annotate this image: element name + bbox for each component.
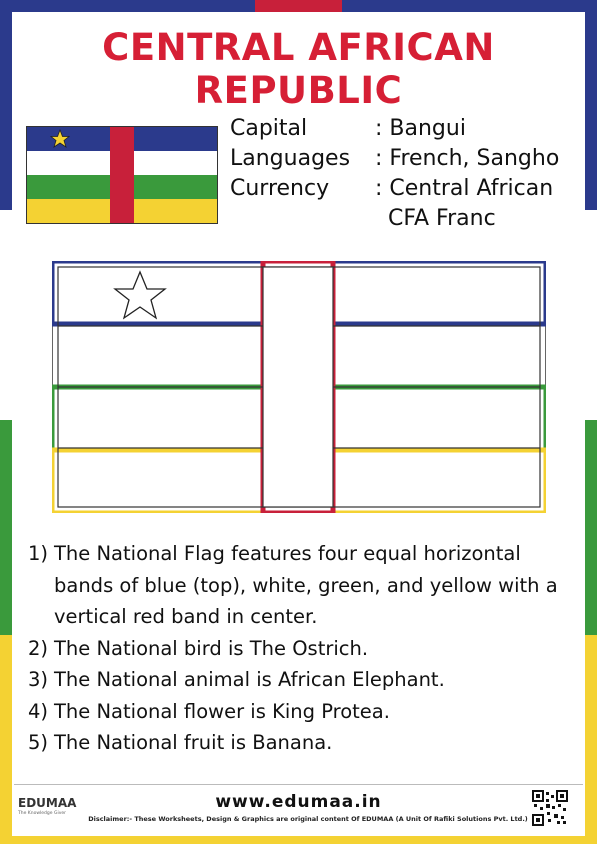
fact-number: 3) xyxy=(28,668,49,691)
currency-label: Currency xyxy=(230,176,330,201)
languages-label: Languages xyxy=(230,146,351,171)
currency-row-2 xyxy=(230,204,559,234)
fact-item-1 xyxy=(28,538,583,633)
logo-tagline: The Knowledge Giver xyxy=(18,811,66,816)
fact-item-5 xyxy=(28,727,583,759)
capital-value: : Bangui xyxy=(375,116,466,141)
frame-top-red xyxy=(255,0,342,12)
frame-top-blue-right xyxy=(342,0,597,12)
currency-value: : Central African xyxy=(375,176,554,201)
fact-text: The National fruit is Banana. xyxy=(54,731,333,754)
facts-list xyxy=(28,538,583,759)
flag-band-red xyxy=(110,127,134,223)
fact-number: 1) xyxy=(28,542,49,565)
website-link[interactable]: www.edumaa.in xyxy=(215,792,382,812)
frame-bottom-yellow xyxy=(0,836,597,844)
fact-item-2 xyxy=(28,633,583,665)
frame-top-blue-left xyxy=(0,0,255,12)
fact-item-4 xyxy=(28,696,583,728)
frame-right-yellow xyxy=(585,635,597,844)
page-title: CENTRAL AFRICAN REPUBLIC xyxy=(102,26,495,112)
footer-divider xyxy=(14,784,583,785)
fact-number: 5) xyxy=(28,731,49,754)
languages-value: : French, Sangho xyxy=(375,146,560,171)
capital-label: Capital xyxy=(230,116,308,141)
frame-left-green xyxy=(0,420,12,635)
fact-text: The National animal is African Elephant. xyxy=(54,668,445,691)
qr-code-icon xyxy=(532,790,568,826)
frame-left-yellow xyxy=(0,635,12,844)
fact-text: The National flower is King Protea. xyxy=(54,699,390,723)
coloring-flag-outline xyxy=(52,261,546,513)
fact-text: The National Flag features four equal horizontal bands of blue (top), white, green, and yellow with a vertical red band in center. xyxy=(54,542,558,628)
fact-text: The National bird is The Ostrich. xyxy=(54,636,369,660)
currency-value-2: CFA Franc xyxy=(388,206,496,231)
country-info xyxy=(230,114,559,234)
frame-right-green xyxy=(585,420,597,635)
colored-flag xyxy=(26,126,218,224)
edumaa-logo: EDUMAA xyxy=(18,796,77,810)
fact-number: 2) xyxy=(28,636,49,660)
capital-row xyxy=(230,114,559,144)
languages-row xyxy=(230,144,559,174)
currency-row xyxy=(230,174,559,204)
fact-number: 4) xyxy=(28,699,49,723)
fact-item-3 xyxy=(28,664,583,696)
disclaimer-text: Disclaimer:- These Worksheets, Design & Graphics are original content Of EDUMAA (A Unit Of Rafiki Solutions Pvt. Ltd.) xyxy=(88,815,528,823)
